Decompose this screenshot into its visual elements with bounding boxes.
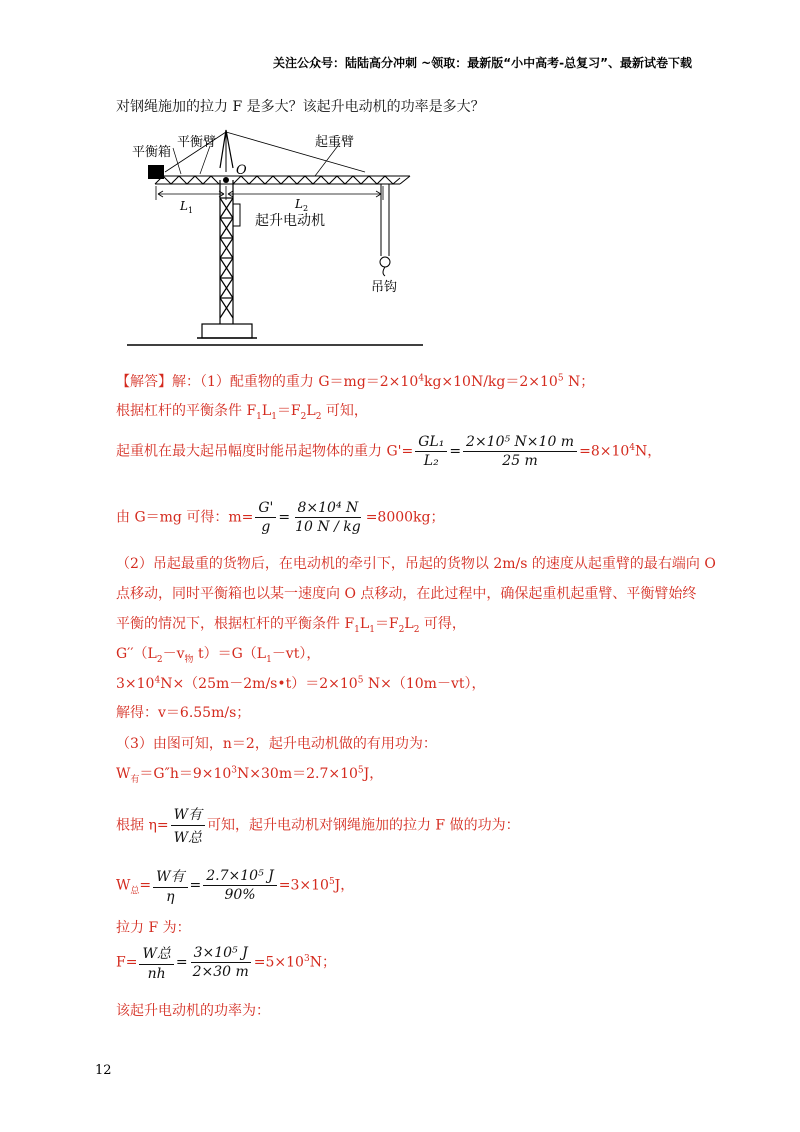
solution-line-15: 拉力 F 为： bbox=[116, 920, 191, 936]
label-balance-box: 平衡箱 bbox=[132, 145, 172, 160]
solution-line-4: 由 G＝mg 可得：m= $\frac{G'}{g}$ = $\frac{\text{8×10⁴ N}}{10 N / kg}$ =8000kg； bbox=[116, 500, 445, 535]
solution-line-1: 【解答】解：（1）配重物的重力 $G=mg=2\times 10^4kg\times 10N/kg=2\times 10^5$ N； bbox=[116, 373, 595, 390]
solution-line-16: F= $\frac{\text{W总}}{nh}$ = $\frac{\text{3×10⁵ J}}{2\times 30 m}$ $=5\times 10^3N$； bbox=[116, 945, 336, 982]
solution-line-7: 平衡的情况下，根据杠杆的平衡条件 $F_1L_1=F_2L_2$ 可得， bbox=[116, 616, 466, 635]
label-balance-arm: 平衡臂 bbox=[177, 135, 217, 150]
label-l2-sub: 2 bbox=[303, 204, 309, 213]
label-l1: L bbox=[180, 199, 188, 213]
solution-line-17: 该起升电动机的功率为： bbox=[116, 1003, 270, 1019]
label-l2: L bbox=[295, 197, 303, 211]
crane-diagram bbox=[125, 128, 425, 353]
label-l1-sub: 1 bbox=[188, 206, 194, 215]
solution-line-14: $W_总=$ $\frac{\text{W有}}{\eta}$ = $\frac{\text{2.7×10⁵ J}}{90\%}$ $=3\times 10^5J$， bbox=[116, 868, 355, 905]
solution-line-3: 起重机在最大起吊幅度时能吊起物体的重力 G'= $\frac{\text{GL₁}}{\text{L₂}}$ = $\frac{\text{2×10⁵ N×10 m}}{25 m}$ $=8\times 10^4N$， bbox=[116, 434, 662, 469]
fraction-mass-calc: $\frac{\text{8×10⁴ N}}{10 N / kg}$ bbox=[295, 500, 361, 535]
crane-tower bbox=[220, 180, 233, 324]
fraction-g-prime-calc: $\frac{\text{2×10⁵ N×10 m}}{25 m}$ bbox=[463, 434, 577, 469]
label-motor: 起升电动机 bbox=[255, 213, 325, 229]
label-hook: 吊钩 bbox=[371, 280, 398, 295]
solution-line-9: $3\times 10^4N\times(25m-2m/s•t)=2\times 10^5$ N×（10m－vt）， bbox=[116, 675, 486, 692]
fraction-force: $\frac{\text{W总}}{nh}$ bbox=[139, 943, 173, 982]
solution-line-2: 根据杠杆的平衡条件 $F_1L_1=F_2L_2$ 可知， bbox=[116, 403, 368, 422]
fraction-w-total: $\frac{\text{W有}}{\eta}$ bbox=[153, 866, 187, 905]
fraction-efficiency: $\frac{\text{W有}}{\text{W总}}$ bbox=[171, 804, 205, 847]
label-o: O bbox=[236, 163, 247, 178]
pivot-o bbox=[223, 177, 229, 183]
solution-line-6: 点移动，同时平衡箱也以某一速度向 O 点移动，在此过程中，确保起重机起重臂、平衡臂始终 bbox=[116, 586, 697, 602]
page-number: 12 bbox=[95, 1063, 112, 1078]
solution-line-10: 解得：v＝6.55m/s； bbox=[116, 705, 251, 721]
solution-line-13: 根据 η= $\frac{\text{W有}}{\text{W总}}$ 可知，起升电动机对钢绳施加的拉力 F 做的功为： bbox=[116, 804, 520, 847]
hook-icon bbox=[383, 267, 385, 276]
solution-label: 【解答】 bbox=[116, 374, 172, 390]
solution-line-5: （2）吊起最重的货物后，在电动机的牵引下，吊起的货物以 2m/s 的速度从起重臂的最右端向 O bbox=[116, 556, 716, 572]
hook-pulley bbox=[380, 257, 390, 267]
fraction-w-total-calc: $\frac{\text{2.7×10⁵ J}}{90\%}$ bbox=[203, 868, 276, 903]
fraction-g-prime-g: $\frac{G'}{g}$ bbox=[255, 500, 276, 535]
solution-line-12: $W_有=G''h=9\times 10^3N\times 30m=2.7\times 10^5J$， bbox=[116, 765, 384, 785]
solution-line-8: $G''(L_2-v_物$ $t)=G(L_1-vt)$， bbox=[116, 646, 321, 665]
fraction-gl1-l2: $\frac{\text{GL₁}}{\text{L₂}}$ bbox=[415, 434, 447, 469]
crane-jib bbox=[155, 176, 410, 184]
motor-box bbox=[233, 204, 240, 226]
crane-base bbox=[202, 324, 252, 338]
balance-box bbox=[148, 165, 164, 179]
label-lifting-arm: 起重臂 bbox=[315, 135, 355, 150]
fraction-force-calc: $\frac{\text{3×10⁵ J}}{2\times 30 m}$ bbox=[192, 945, 249, 980]
solution-line-11: （3）由图可知，n＝2，起升电动机做的有用功为： bbox=[116, 736, 437, 752]
question-tail: 对钢绳施加的拉力 F 是多大？该起升电动机的功率是多大？ bbox=[116, 99, 485, 115]
page-header: 关注公众号：陆陆高分冲刺 ~领取：最新版“小中高考-总复习”、最新试卷下载 bbox=[273, 56, 692, 70]
